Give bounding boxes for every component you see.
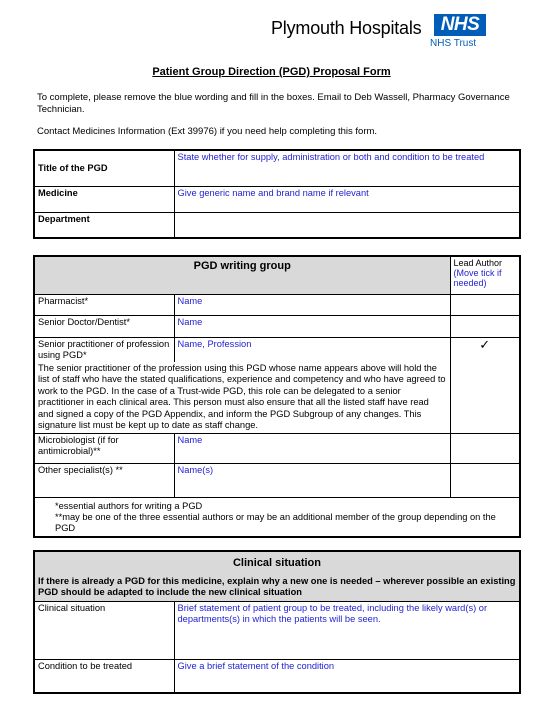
senior-doctor-field[interactable]: Name: [174, 315, 450, 337]
table-row: [34, 337, 520, 362]
table-row: [34, 315, 520, 337]
other-specialist-label: Other specialist(s) **: [34, 463, 174, 497]
table-row: [34, 659, 520, 693]
table-row: [34, 150, 520, 186]
intro-contact: Contact Medicines Information (Ext 39976) if you need help completing this form.: [37, 126, 378, 137]
medicine-label: Medicine: [34, 186, 174, 212]
clinical-situation-instruction: If there is already a PGD for this medicine, explain why a new one is needed – wherever possible an existing PGD should be adapted to include the new clinical situation: [34, 575, 520, 601]
lead-author-label: Lead Author: [453, 258, 503, 268]
nhs-trust-label: NHS Trust: [430, 38, 477, 49]
table-row: [34, 601, 520, 659]
writing-group-heading: PGD writing group: [34, 256, 450, 294]
department-field[interactable]: [174, 212, 520, 238]
clinical-situation-table: [33, 550, 521, 694]
lead-author-hint: (Move tick if needed): [453, 268, 502, 288]
senior-doctor-lead-cell[interactable]: [450, 315, 520, 337]
senior-practitioner-field[interactable]: Name, Profession: [174, 337, 450, 362]
lead-author-header: [450, 256, 520, 294]
pharmacist-field[interactable]: Name: [174, 294, 450, 315]
table-row: [34, 551, 520, 575]
clinical-situation-heading: Clinical situation: [34, 551, 520, 575]
table-row: [34, 212, 520, 238]
table-row: [34, 362, 520, 434]
title-field[interactable]: State whether for supply, administration or both and condition to be treated: [174, 150, 520, 186]
microbiologist-field[interactable]: Name: [174, 433, 450, 463]
writing-group-table: [33, 255, 521, 538]
table-row: [34, 294, 520, 315]
department-label: Department: [34, 212, 174, 238]
footnotes: [34, 497, 520, 537]
table-row: [34, 463, 520, 497]
title-label: Title of the PGD: [34, 150, 174, 186]
form-title: Patient Group Direction (PGD) Proposal Form: [152, 66, 391, 78]
table-row: [34, 433, 520, 463]
table-row: [34, 575, 520, 601]
pgd-details-table: [33, 149, 521, 239]
intro-instructions: To complete, please remove the blue wording and fill in the boxes. Email to Deb Wassell, Pharmacy Governance Technician.: [37, 92, 510, 115]
table-row: [34, 256, 520, 294]
table-row: [34, 186, 520, 212]
senior-practitioner-label: Senior practitioner of profession using PGD*: [34, 337, 174, 362]
lead-author-tick[interactable]: ✓: [450, 337, 520, 433]
microbiologist-lead-cell[interactable]: [450, 433, 520, 463]
condition-field[interactable]: Give a brief statement of the condition: [174, 659, 520, 693]
other-specialist-field[interactable]: Name(s): [174, 463, 450, 497]
org-name: Plymouth Hospitals: [271, 18, 422, 38]
footnote-optional: **may be one of the three essential authors or may be an additional member of the group depending on the PGD: [55, 511, 496, 533]
nhs-logo: NHS: [434, 14, 486, 36]
clinical-situation-field[interactable]: Brief statement of patient group to be treated, including the likely ward(s) or departments(s) in which the patients will be seen.: [174, 601, 520, 659]
pharmacist-lead-cell[interactable]: [450, 294, 520, 315]
medicine-field[interactable]: Give generic name and brand name if relevant: [174, 186, 520, 212]
other-specialist-lead-cell[interactable]: [450, 463, 520, 497]
microbiologist-label: Microbiologist (if for antimicrobial)**: [34, 433, 174, 463]
footnote-essential: *essential authors for writing a PGD: [55, 500, 203, 511]
condition-label: Condition to be treated: [34, 659, 174, 693]
clinical-situation-label: Clinical situation: [34, 601, 174, 659]
table-row: [34, 497, 520, 537]
senior-doctor-label: Senior Doctor/Dentist*: [34, 315, 174, 337]
pharmacist-label: Pharmacist*: [34, 294, 174, 315]
senior-practitioner-note: The senior practitioner of the profession using this PGD whose name appears above will hold the list of staff who have the stated qualifications, experience and competency and who have agreed to work to the PGD. In the case of a Trust-wide PGD, this role can be delegated to a senior practitioner in each clinical area. This person must also ensure that all the listed staff have read and signed a copy of the PGD Appendix, and inform the PGD Subgroup of any changes. This signature list must be kept up to date as staff change.: [34, 362, 450, 434]
